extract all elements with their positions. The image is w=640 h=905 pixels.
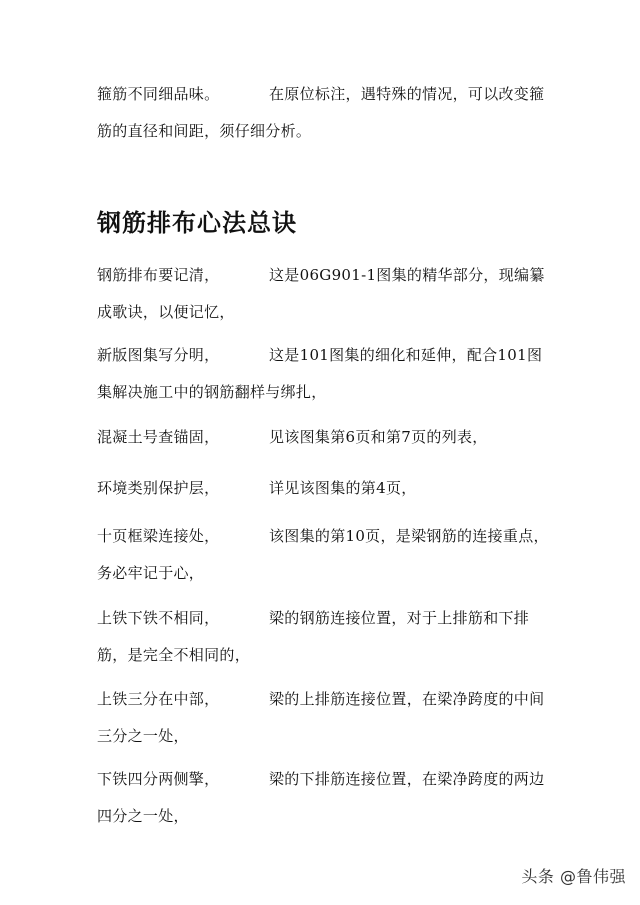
watermark: 头条 @鲁伟强 — [521, 867, 626, 886]
verse-lead: 环境类别保护层， — [97, 479, 220, 497]
intro-paragraph — [97, 76, 549, 150]
verse-paragraph — [97, 761, 549, 835]
verse-text: 该图集的第10页，是梁钢筋的连接重点，务必牢记于心， — [97, 527, 549, 582]
verse-text: 见该图集第6页和第7页的列表， — [269, 428, 488, 446]
verse-text: 梁的钢筋连接位置，对于上排筋和下排筋，是完全不相同的， — [97, 609, 530, 664]
verse-paragraph — [97, 419, 549, 456]
verse-lead: 上铁下铁不相同， — [97, 609, 220, 627]
intro-lead: 箍筋不同细品味。 — [97, 85, 220, 103]
verse-lead: 新版图集写分明， — [97, 346, 220, 364]
verse-paragraph — [97, 337, 549, 411]
verse-paragraph — [97, 470, 549, 507]
verse-paragraph — [97, 257, 549, 331]
verse-lead: 十页框梁连接处， — [97, 527, 220, 545]
verse-lead: 钢筋排布要记清， — [97, 266, 220, 284]
verse-lead: 混凝土号查锚固， — [97, 428, 220, 446]
verse-text: 详见该图集的第4页， — [269, 479, 417, 497]
verse-paragraph — [97, 681, 549, 755]
verse-text: 梁的上排筋连接位置，在梁净跨度的中间三分之一处， — [97, 690, 545, 745]
verse-text: 这是06G901-1图集的精华部分，现编纂成歌诀，以便记忆， — [97, 266, 545, 321]
verse-paragraph — [97, 518, 549, 592]
verse-text: 这是101图集的细化和延伸，配合101图集解决施工中的钢筋翻样与绑扎， — [97, 346, 543, 401]
intro-text: 在原位标注，遇特殊的情况，可以改变箍筋的直径和间距，须仔细分析。 — [97, 85, 545, 140]
verse-lead: 上铁三分在中部， — [97, 690, 220, 708]
section-heading: 钢筋排布心法总诀 — [97, 209, 297, 237]
verse-lead: 下铁四分两侧擎， — [97, 770, 220, 788]
verse-text: 梁的下排筋连接位置，在梁净跨度的两边四分之一处， — [97, 770, 545, 825]
verse-paragraph — [97, 600, 549, 674]
